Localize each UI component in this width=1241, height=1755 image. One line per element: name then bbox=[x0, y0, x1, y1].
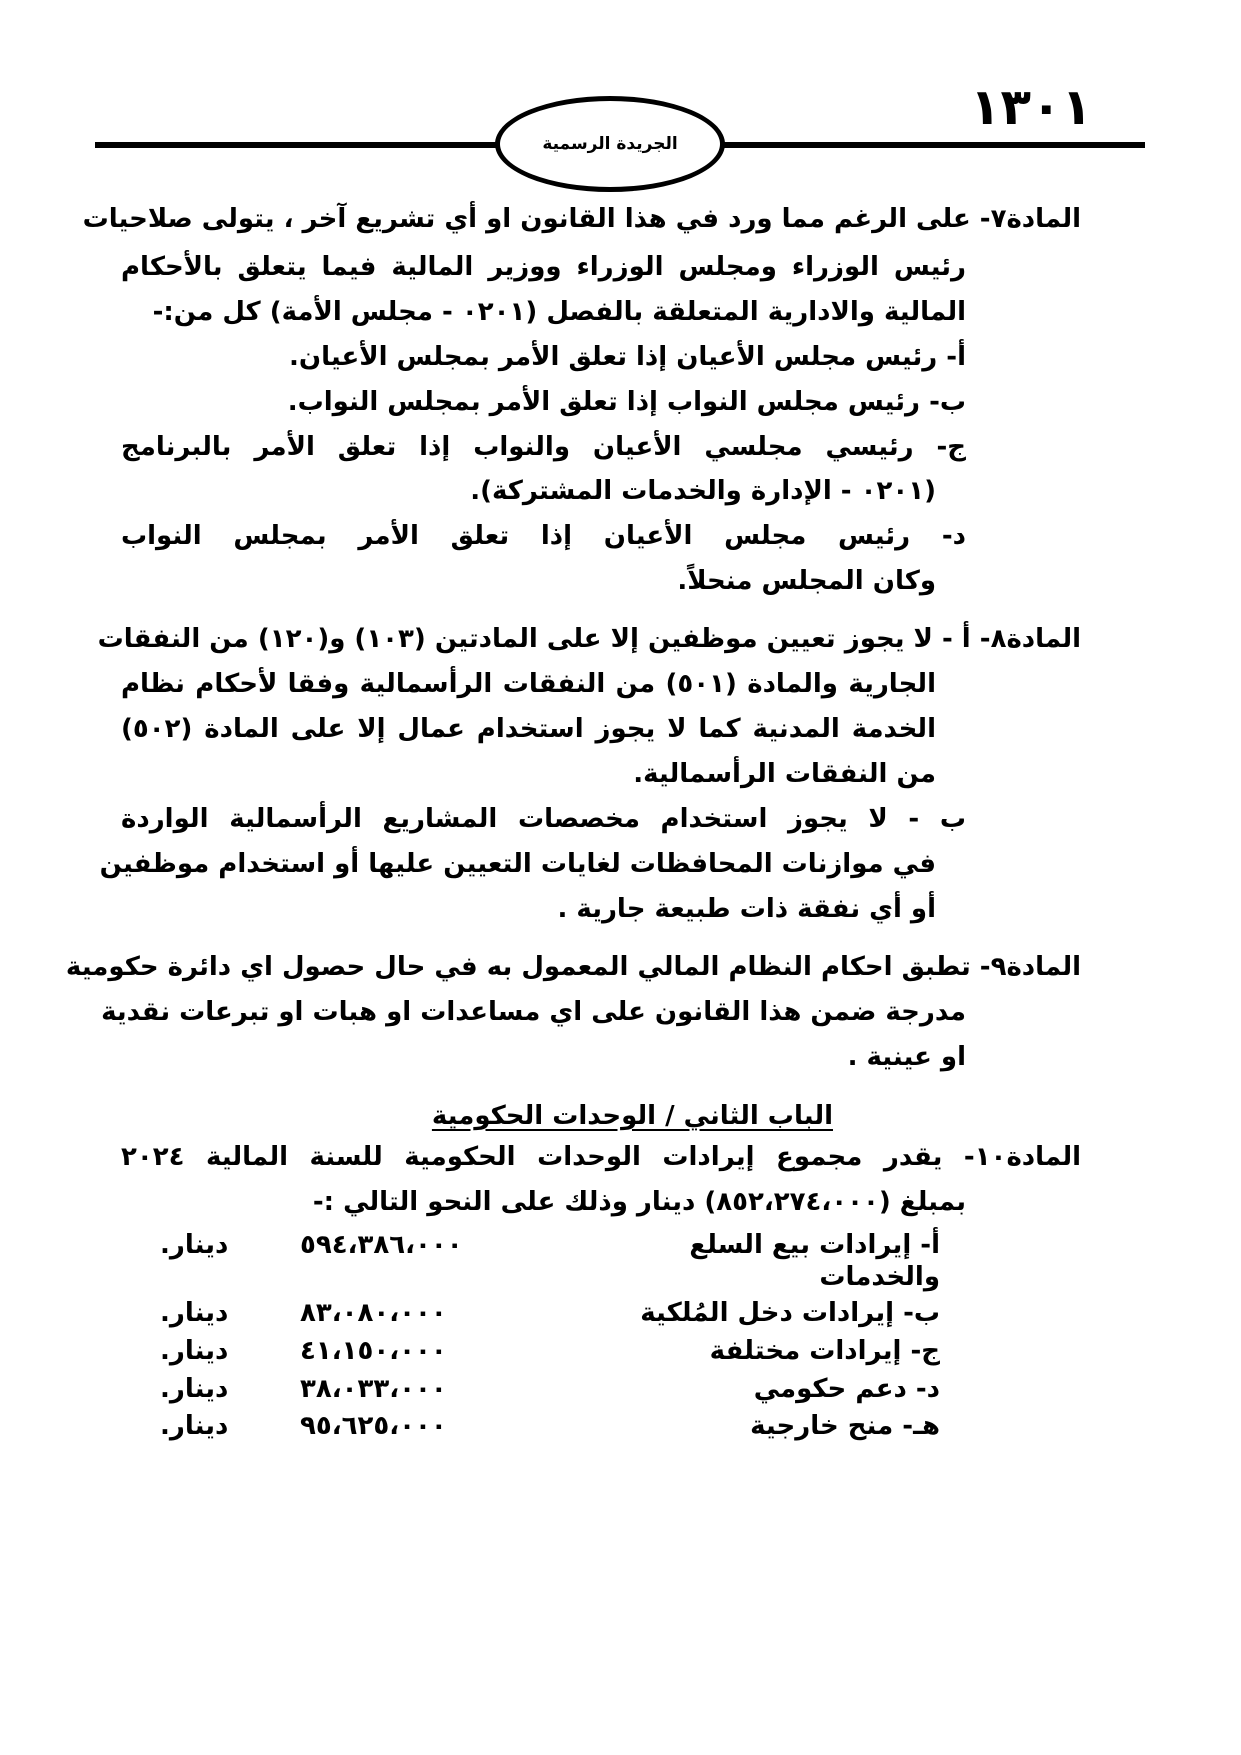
revenue-row bbox=[150, 1336, 940, 1370]
article8-item-b-cont-2: أو أي نفقة ذات طبيعة جارية . bbox=[557, 894, 936, 924]
article7-item-c: ج- رئيسي مجلسي الأعيان والنواب إذا تعلق الأمر بالبرنامج bbox=[121, 432, 966, 462]
revenue-amount: ٤١،١٥٠،٠٠٠ bbox=[300, 1336, 447, 1366]
article7-line-2: رئيس الوزراء ومجلس الوزراء ووزير المالية فيما يتعلق بالأحكام bbox=[121, 252, 966, 282]
gazette-title-oval bbox=[495, 96, 725, 192]
revenue-amount: ٨٣،٠٨٠،٠٠٠ bbox=[300, 1298, 447, 1328]
revenue-label: ب- إيرادات دخل المُلكية bbox=[640, 1298, 940, 1328]
article7-line-1: المادة٧- على الرغم مما ورد في هذا القانون او أي تشريع آخر ، يتولى صلاحيات bbox=[82, 204, 1081, 234]
article7-item-a: أ- رئيس مجلس الأعيان إذا تعلق الأمر بمجلس الأعيان. bbox=[289, 342, 966, 372]
article8-item-b: ب - لا يجوز استخدام مخصصات المشاريع الرأسمالية الواردة bbox=[121, 804, 966, 834]
revenue-unit: دينار. bbox=[160, 1230, 229, 1260]
gazette-title: الجريدة الرسمية bbox=[542, 134, 678, 154]
revenue-label: د- دعم حكومي bbox=[753, 1374, 940, 1404]
revenue-label: ج- إيرادات مختلفة bbox=[709, 1336, 940, 1366]
revenue-unit: دينار. bbox=[160, 1336, 229, 1366]
revenue-amount: ٥٩٤،٣٨٦،٠٠٠ bbox=[300, 1230, 463, 1260]
article8-item-b-cont-1: في موازنات المحافظات لغايات التعيين عليها أو استخدام موظفين bbox=[99, 849, 936, 879]
section-heading: الباب الثاني / الوحدات الحكومية bbox=[431, 1101, 833, 1131]
article8-line-2: الجارية والمادة (٥٠١) من النفقات الرأسمالية وفقا لأحكام نظام bbox=[121, 669, 936, 699]
article7-line-3: المالية والادارية المتعلقة بالفصل (٠٢٠١ - مجلس الأمة) كل من:- bbox=[152, 297, 966, 327]
article7-item-b: ب- رئيس مجلس النواب إذا تعلق الأمر بمجلس النواب. bbox=[287, 387, 966, 417]
revenue-amount: ٩٥،٦٢٥،٠٠٠ bbox=[300, 1411, 447, 1441]
revenue-row bbox=[150, 1411, 940, 1445]
article9-line-1: المادة٩- تطبق احكام النظام المالي المعمول به في حال حصول اي دائرة حكومية bbox=[65, 952, 1081, 982]
article8-line-1: المادة٨- أ - لا يجوز تعيين موظفين إلا على المادتين (١٠٣) و(١٢٠) من النفقات bbox=[97, 624, 1081, 654]
revenue-amount: ٣٨،٠٣٣،٠٠٠ bbox=[300, 1374, 447, 1404]
article7-item-d: د- رئيس مجلس الأعيان إذا تعلق الأمر بمجلس النواب bbox=[121, 521, 966, 551]
revenue-row bbox=[150, 1298, 940, 1332]
page-number: ١٣٠١ bbox=[970, 78, 1093, 136]
article7-item-c-cont: (٠٢٠١ - الإدارة والخدمات المشتركة). bbox=[470, 476, 936, 506]
revenue-row bbox=[150, 1230, 940, 1264]
revenue-unit: دينار. bbox=[160, 1298, 229, 1328]
revenue-unit: دينار. bbox=[160, 1374, 229, 1404]
revenue-label: أ- إيرادات بيع السلع bbox=[689, 1230, 940, 1260]
article8-line-4: من النفقات الرأسمالية. bbox=[633, 759, 936, 789]
article9-line-2: مدرجة ضمن هذا القانون على اي مساعدات او هبات او تبرعات نقدية bbox=[101, 997, 966, 1027]
article9-line-3: او عينية . bbox=[847, 1042, 966, 1072]
revenue-row-continuation bbox=[150, 1262, 940, 1296]
revenue-unit: دينار. bbox=[160, 1411, 229, 1441]
revenue-label: هـ- منح خارجية bbox=[750, 1411, 940, 1441]
article8-line-3: الخدمة المدنية كما لا يجوز استخدام عمال إلا على المادة (٥٠٢) bbox=[121, 714, 936, 744]
revenue-label-continuation: والخدمات bbox=[819, 1262, 940, 1292]
article10-line-1: المادة١٠- يقدر مجموع إيرادات الوحدات الحكومية للسنة المالية ٢٠٢٤ bbox=[121, 1142, 1081, 1172]
article10-line-2: بمبلغ (٨٥٢،٢٧٤،٠٠٠) دينار وذلك على النحو التالي :- bbox=[312, 1187, 966, 1217]
revenue-row bbox=[150, 1374, 940, 1408]
article7-item-d-cont: وكان المجلس منحلاً. bbox=[677, 566, 936, 596]
